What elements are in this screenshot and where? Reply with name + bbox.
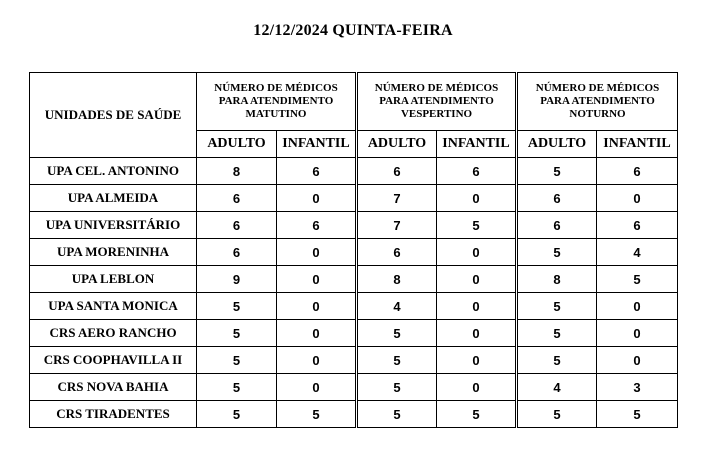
unit-name-cell: UPA LEBLON bbox=[30, 266, 197, 293]
child-count-cell: 6 bbox=[597, 158, 678, 185]
child-count-cell: 0 bbox=[277, 185, 357, 212]
page-title: 12/12/2024 QUINTA-FEIRA bbox=[253, 22, 453, 39]
table-row bbox=[30, 320, 678, 347]
table-row bbox=[30, 185, 678, 212]
table-row bbox=[30, 374, 678, 401]
group-header-noturno: NÚMERO DE MÉDICOS PARA ATENDIMENTO NOTURNO bbox=[517, 73, 678, 131]
adult-count-cell: 8 bbox=[357, 266, 437, 293]
adult-count-cell: 6 bbox=[197, 239, 277, 266]
adult-count-cell: 4 bbox=[357, 293, 437, 320]
child-count-cell: 5 bbox=[597, 401, 678, 428]
unit-name-cell: CRS TIRADENTES bbox=[30, 401, 197, 428]
child-count-cell: 3 bbox=[597, 374, 678, 401]
child-count-cell: 5 bbox=[437, 212, 517, 239]
adult-count-cell: 6 bbox=[357, 239, 437, 266]
child-count-cell: 0 bbox=[277, 293, 357, 320]
adult-count-cell: 5 bbox=[197, 347, 277, 374]
child-count-cell: 0 bbox=[437, 185, 517, 212]
adult-count-cell: 5 bbox=[357, 347, 437, 374]
child-count-cell: 0 bbox=[437, 239, 517, 266]
child-count-cell: 0 bbox=[277, 239, 357, 266]
adult-count-cell: 6 bbox=[517, 212, 597, 239]
adult-count-cell: 4 bbox=[517, 374, 597, 401]
sub-header-adulto: ADULTO bbox=[197, 131, 277, 158]
child-count-cell: 0 bbox=[437, 320, 517, 347]
group-header-matutino: NÚMERO DE MÉDICOS PARA ATENDIMENTO MATUTINO bbox=[197, 73, 357, 131]
unit-name-cell: CRS AERO RANCHO bbox=[30, 320, 197, 347]
adult-count-cell: 6 bbox=[517, 185, 597, 212]
table-row bbox=[30, 266, 678, 293]
adult-count-cell: 5 bbox=[517, 401, 597, 428]
sub-header-infantil: INFANTIL bbox=[597, 131, 678, 158]
adult-count-cell: 5 bbox=[357, 401, 437, 428]
adult-count-cell: 8 bbox=[197, 158, 277, 185]
child-count-cell: 6 bbox=[597, 212, 678, 239]
adult-count-cell: 5 bbox=[197, 320, 277, 347]
child-count-cell: 5 bbox=[597, 266, 678, 293]
child-count-cell: 0 bbox=[597, 320, 678, 347]
child-count-cell: 0 bbox=[437, 266, 517, 293]
table-row bbox=[30, 212, 678, 239]
table-row bbox=[30, 401, 678, 428]
table-row bbox=[30, 347, 678, 374]
sub-header-infantil: INFANTIL bbox=[437, 131, 517, 158]
child-count-cell: 0 bbox=[437, 374, 517, 401]
child-count-cell: 6 bbox=[277, 158, 357, 185]
adult-count-cell: 5 bbox=[357, 374, 437, 401]
child-count-cell: 0 bbox=[277, 374, 357, 401]
adult-count-cell: 5 bbox=[517, 158, 597, 185]
adult-count-cell: 5 bbox=[197, 401, 277, 428]
adult-count-cell: 6 bbox=[357, 158, 437, 185]
unit-name-cell: CRS NOVA BAHIA bbox=[30, 374, 197, 401]
unit-name-cell: CRS COOPHAVILLA II bbox=[30, 347, 197, 374]
child-count-cell: 0 bbox=[597, 185, 678, 212]
adult-count-cell: 6 bbox=[197, 212, 277, 239]
adult-count-cell: 6 bbox=[197, 185, 277, 212]
unit-name-cell: UPA SANTA MONICA bbox=[30, 293, 197, 320]
child-count-cell: 6 bbox=[437, 158, 517, 185]
group-header-row bbox=[30, 73, 678, 131]
table-body bbox=[30, 158, 678, 428]
child-count-cell: 0 bbox=[277, 266, 357, 293]
child-count-cell: 4 bbox=[597, 239, 678, 266]
unit-name-cell: UPA UNIVERSITÁRIO bbox=[30, 212, 197, 239]
adult-count-cell: 5 bbox=[517, 320, 597, 347]
child-count-cell: 0 bbox=[437, 347, 517, 374]
adult-count-cell: 7 bbox=[357, 185, 437, 212]
adult-count-cell: 9 bbox=[197, 266, 277, 293]
doctor-schedule-table bbox=[29, 72, 678, 428]
adult-count-cell: 5 bbox=[197, 293, 277, 320]
table-row bbox=[30, 158, 678, 185]
table-row bbox=[30, 293, 678, 320]
child-count-cell: 6 bbox=[277, 212, 357, 239]
adult-count-cell: 7 bbox=[357, 212, 437, 239]
table-row bbox=[30, 239, 678, 266]
child-count-cell: 0 bbox=[597, 293, 678, 320]
child-count-cell: 5 bbox=[277, 401, 357, 428]
unit-name-cell: UPA MORENINHA bbox=[30, 239, 197, 266]
group-header-vespertino: NÚMERO DE MÉDICOS PARA ATENDIMENTO VESPERTINO bbox=[357, 73, 517, 131]
adult-count-cell: 5 bbox=[357, 320, 437, 347]
unit-name-cell: UPA ALMEIDA bbox=[30, 185, 197, 212]
adult-count-cell: 5 bbox=[197, 374, 277, 401]
unit-column-header: UNIDADES DE SAÚDE bbox=[30, 73, 197, 158]
adult-count-cell: 5 bbox=[517, 293, 597, 320]
sub-header-adulto: ADULTO bbox=[357, 131, 437, 158]
child-count-cell: 0 bbox=[277, 320, 357, 347]
sub-header-infantil: INFANTIL bbox=[277, 131, 357, 158]
unit-name-cell: UPA CEL. ANTONINO bbox=[30, 158, 197, 185]
child-count-cell: 0 bbox=[277, 347, 357, 374]
adult-count-cell: 8 bbox=[517, 266, 597, 293]
sub-header-adulto: ADULTO bbox=[517, 131, 597, 158]
child-count-cell: 0 bbox=[437, 293, 517, 320]
child-count-cell: 0 bbox=[597, 347, 678, 374]
child-count-cell: 5 bbox=[437, 401, 517, 428]
adult-count-cell: 5 bbox=[517, 347, 597, 374]
adult-count-cell: 5 bbox=[517, 239, 597, 266]
